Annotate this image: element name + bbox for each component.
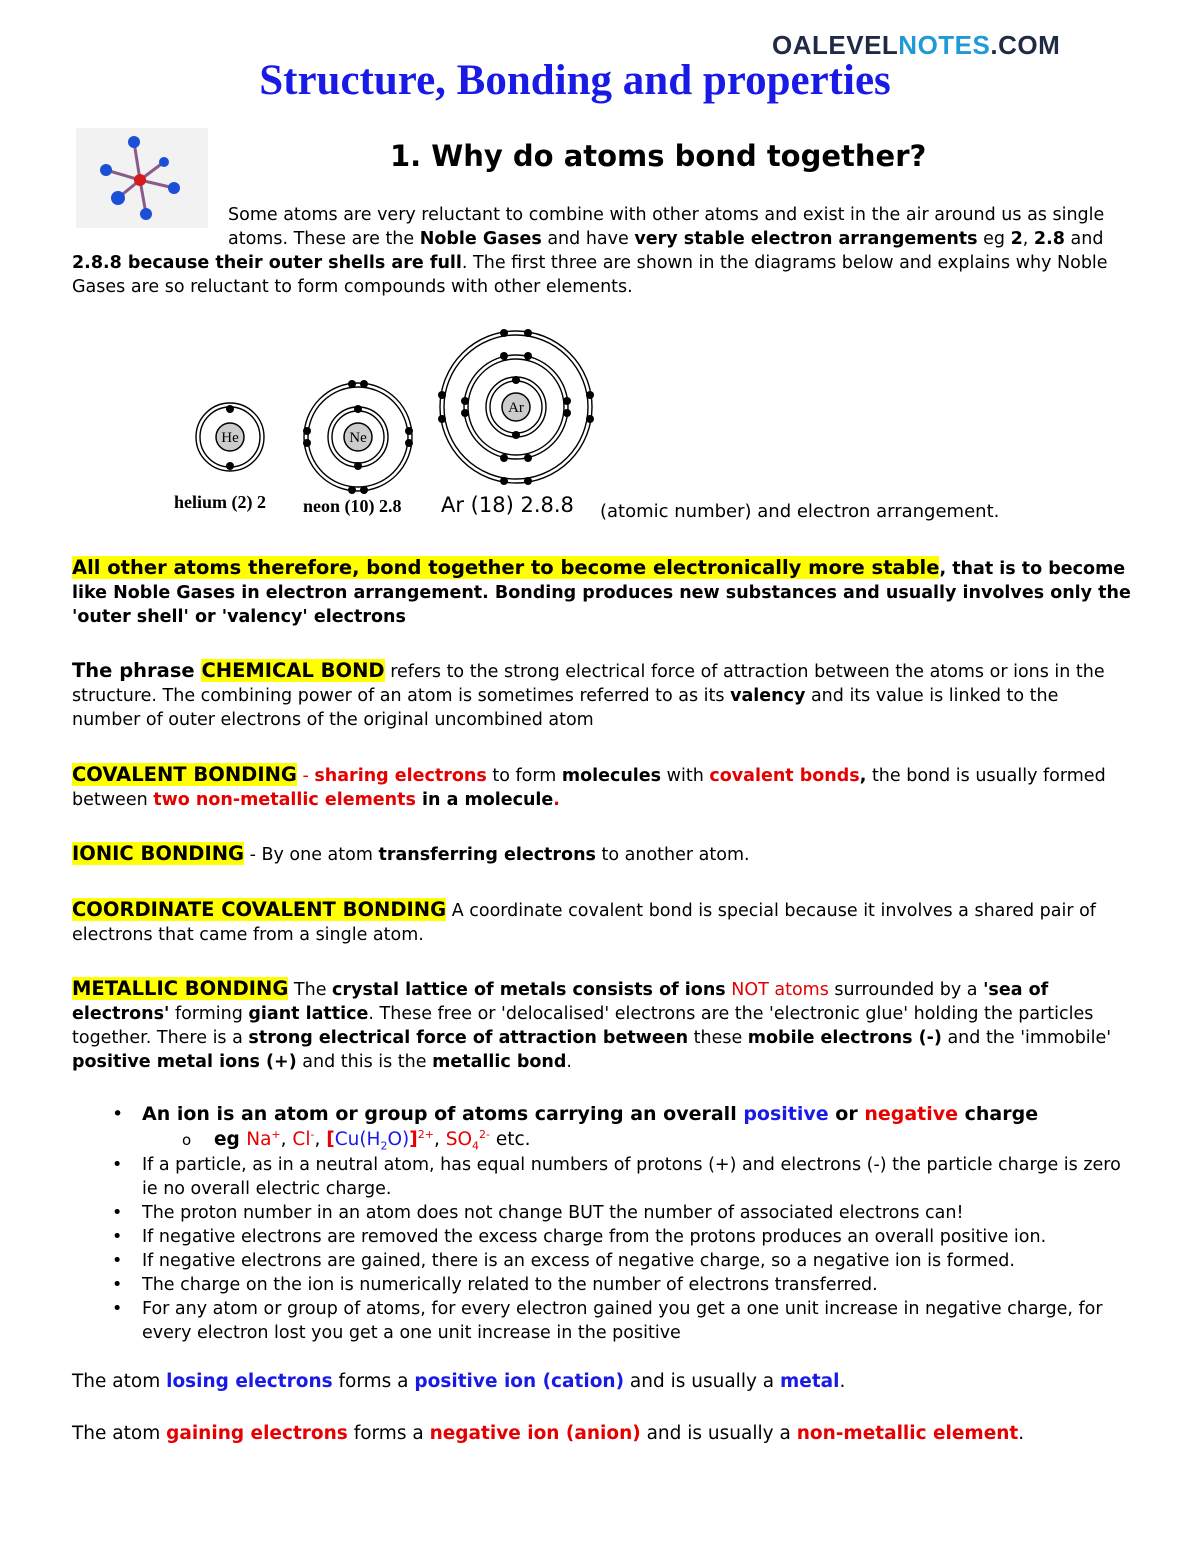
caption-helium: helium (2) 2	[174, 492, 266, 512]
ionic-bonding-paragraph: IONIC BONDING - By one atom transferring electrons to another atom.	[72, 842, 750, 865]
list-item: • If a particle, as in a neutral atom, has equal numbers of protons (+) and electrons (-) the particle charge is zero ie no overall electric charge.	[112, 1155, 1121, 1199]
ion-examples: o eg Na+, Cl-, $[Cu(H_2O)]^{2+}$, $SO_4^{2-}$ etc.	[182, 1127, 531, 1153]
svg-text:He: He	[221, 430, 239, 446]
svg-text:Ar: Ar	[508, 400, 524, 416]
cation-paragraph: The atom losing electrons forms a positive ion (cation) and is usually a metal.	[72, 1371, 846, 1392]
list-item: • If negative electrons are removed the excess charge from the protons produces an overall positive ion.	[112, 1227, 1047, 1247]
caption-neon: neon (10) 2.8	[303, 496, 402, 516]
caption-argon: Ar (18) 2.8.8	[441, 493, 574, 517]
molecule-icon	[76, 128, 208, 228]
argon-atom	[438, 329, 594, 485]
intro-paragraph: Some atoms are very reluctant to combine with other atoms and exist in the air around us as single atoms. These are the Noble Gases and have very stable electron arrangements eg 2, 2.8 and	[228, 205, 1105, 249]
svg-text:Ne: Ne	[349, 430, 367, 446]
section-heading: 1. Why do atoms bond together?	[390, 139, 927, 173]
site-logo[interactable]: OALEVELNOTES.COM	[772, 30, 1061, 60]
page-title: Structure, Bonding and properties	[259, 57, 891, 104]
caption-explanation: (atomic number) and electron arrangement.	[600, 501, 1000, 522]
list-item: • If negative electrons are gained, there is an excess of negative charge, so a negative ion is formed.	[112, 1251, 1015, 1271]
ion-facts-list	[72, 1101, 1132, 1345]
list-item: • The proton number in an atom does not change BUT the number of associated electrons can!	[112, 1203, 964, 1223]
stability-paragraph: All other atoms therefore, bond together to become electronically more stable, that is to become like Noble Gases in electron arrangement. Bonding produces new substances and usually involves only the 'outer shell' or 'valency' electrons	[72, 556, 1131, 627]
list-item: • An ion is an atom or group of atoms carrying an overall positive or negative charge	[112, 1103, 1039, 1125]
chemical-bond-paragraph: The phrase CHEMICAL BOND refers to the strong electrical force of attraction between the atoms or ions in the structure. The combining power of an atom is sometimes referred to as its valency and its value is linked to the number of outer electrons of the original uncombined atom	[72, 659, 1105, 730]
covalent-bonding-paragraph: COVALENT BONDING - sharing electrons to form molecules with covalent bonds, the bond is usually formed between two non-metallic elements in a molecule.	[72, 763, 1106, 810]
intro-paragraph-continued: 2.8.8 because their outer shells are full. The first three are shown in the diagrams below and explains why Noble Gases are so reluctant to form compounds with other elements.	[72, 253, 1108, 297]
coordinate-bonding-paragraph: COORDINATE COVALENT BONDING A coordinate covalent bond is special because it involves a shared pair of electrons that came from a single atom.	[72, 898, 1096, 945]
anion-paragraph: The atom gaining electrons forms a negative ion (anion) and is usually a non-metallic element.	[72, 1423, 1025, 1444]
noble-gas-diagram	[190, 325, 610, 495]
neon-atom	[303, 380, 413, 494]
metallic-bonding-paragraph: METALLIC BONDING The crystal lattice of metals consists of ions NOT atoms surrounded by a 'sea of electrons' forming giant lattice. These free or 'delocalised' electrons are the 'electronic glue' holding the particles together. There is a strong electrical force of attraction between these mobile electrons (-) and the 'immobile' positive metal ions (+) and this is the metallic bond.	[72, 977, 1112, 1072]
list-item: • For any atom or group of atoms, for every electron gained you get a one unit increase in negative charge, for every electron lost you get a one unit increase in the positive	[112, 1299, 1103, 1343]
list-item: • The charge on the ion is numerically related to the number of electrons transferred.	[112, 1275, 878, 1295]
helium-atom	[196, 403, 264, 471]
